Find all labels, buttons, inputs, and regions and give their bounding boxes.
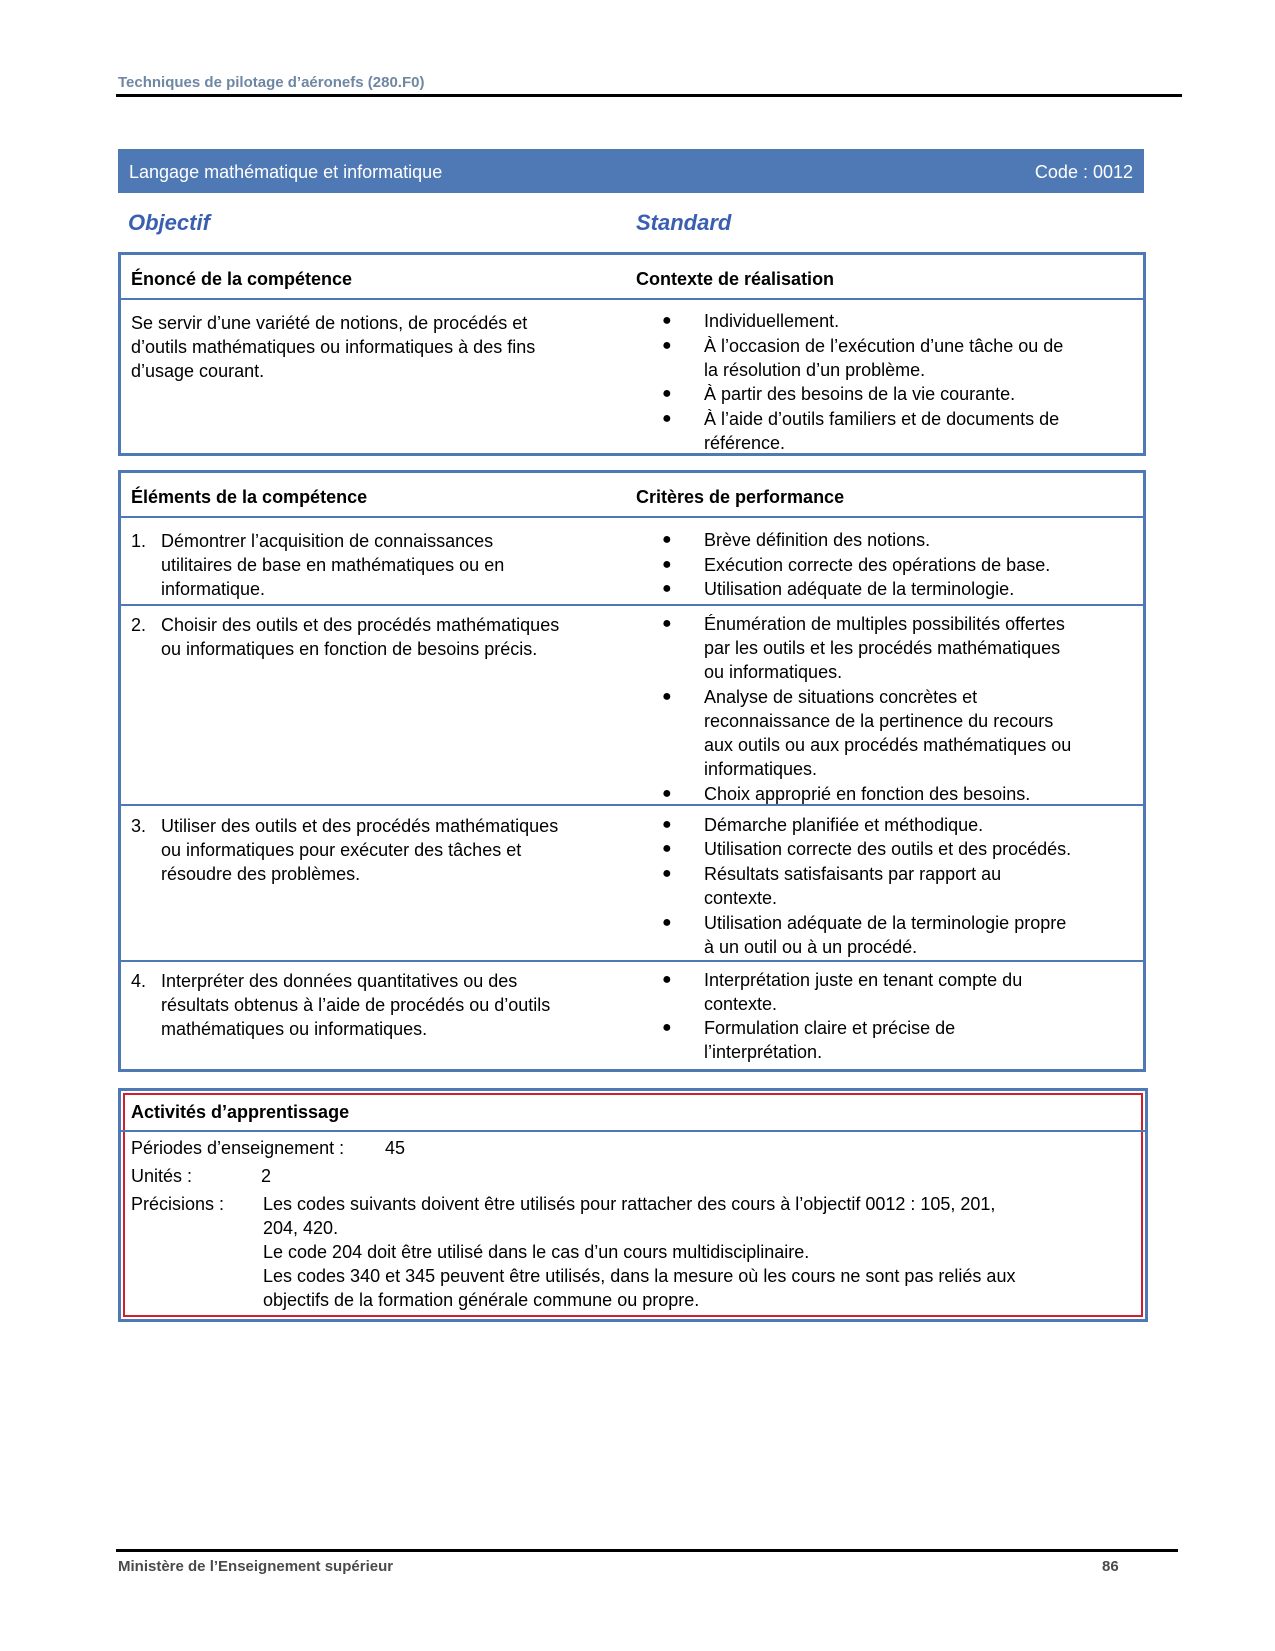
periods-value: 45 (385, 1138, 406, 1158)
criterion-item: reconnaissance de la pertinence du recours (704, 711, 1054, 731)
page-number: 86 (1102, 1558, 1119, 1575)
units-value: 2 (261, 1166, 272, 1186)
title-bar (118, 149, 1144, 193)
criterion-item: Brève définition des notions. (704, 530, 931, 550)
bullet-icon: ● (662, 971, 672, 988)
criterion-item: aux outils ou aux procédés mathématiques ou (704, 735, 1072, 755)
element-text: mathématiques ou informatiques. (161, 1019, 428, 1039)
element-text: ou informatiques pour exécuter des tâches et (161, 840, 522, 860)
element-number: 1. (131, 531, 147, 551)
elements-box (118, 470, 1146, 1072)
context-item: référence. (704, 433, 786, 453)
periods-label: Périodes d’enseignement : (131, 1138, 345, 1158)
criterion-item: informatiques. (704, 759, 818, 779)
element-number: 2. (131, 615, 147, 635)
criterion-item: contexte. (704, 888, 778, 908)
precision-line: Les codes suivants doivent être utilisés pour rattacher des cours à l’objectif 0012 : 105, 201, (263, 1194, 996, 1214)
bullet-icon: ● (662, 688, 672, 705)
bullet-icon: ● (662, 337, 672, 354)
criterion-item: l’interprétation. (704, 1042, 823, 1062)
competence-statement-heading: Énoncé de la compétence (131, 269, 353, 289)
element-text: résultats obtenus à l’aide de procédés ou d’outils (161, 995, 551, 1015)
context-item: À l’aide d’outils familiers et de documents de (704, 409, 1060, 429)
context-item: À l’occasion de l’exécution d’une tâche ou de (704, 336, 1064, 356)
precision-line: Les codes 340 et 345 peuvent être utilisés, dans la mesure où les cours ne sont pas reliés aux (263, 1266, 1016, 1286)
element-text: Démontrer l’acquisition de connaissances (161, 531, 494, 551)
bullet-icon: ● (662, 615, 672, 632)
statement-line: d’usage courant. (131, 361, 265, 381)
element-text: Choisir des outils et des procédés mathématiques (161, 615, 560, 635)
row-divider (121, 804, 1143, 806)
bullet-icon: ● (662, 580, 672, 597)
footer-ministry: Ministère de l’Enseignement supérieur (118, 1558, 394, 1575)
criterion-item: ou informatiques. (704, 662, 843, 682)
bullet-icon: ● (662, 816, 672, 833)
element-text: Utiliser des outils et des procédés mathématiques (161, 816, 559, 836)
elements-heading: Éléments de la compétence (131, 487, 368, 507)
criterion-item: Choix approprié en fonction des besoins. (704, 784, 1031, 804)
criterion-item: Exécution correcte des opérations de base. (704, 555, 1051, 575)
bullet-icon: ● (662, 785, 672, 802)
criterion-item: Utilisation adéquate de la terminologie propre (704, 913, 1067, 933)
section-divider (121, 1130, 1145, 1132)
bullet-icon: ● (662, 1019, 672, 1036)
context-item: la résolution d’un problème. (704, 360, 926, 380)
criterion-item: à un outil ou à un procédé. (704, 937, 918, 957)
bullet-icon: ● (662, 531, 672, 548)
element-text: informatique. (161, 579, 266, 599)
activities-heading: Activités d’apprentissage (131, 1102, 350, 1122)
statement-line: d’outils mathématiques ou informatiques à des fins (131, 337, 536, 357)
bullet-icon: ● (662, 840, 672, 857)
element-number: 3. (131, 816, 147, 836)
element-text: utilitaires de base en mathématiques ou en (161, 555, 505, 575)
bullet-icon: ● (662, 385, 672, 402)
competence-box (118, 252, 1146, 456)
context-heading: Contexte de réalisation (636, 269, 835, 289)
context-item: Individuellement. (704, 311, 840, 331)
statement-line: Se servir d’une variété de notions, de procédés et (131, 313, 528, 333)
element-text: résoudre des problèmes. (161, 864, 361, 884)
section-divider (121, 516, 1143, 518)
objectif-label: Objectif (128, 210, 210, 235)
precision-line: 204, 420. (263, 1218, 339, 1238)
bullet-icon: ● (662, 312, 672, 329)
bullet-icon: ● (662, 410, 672, 427)
criterion-item: Interprétation juste en tenant compte du (704, 970, 1023, 990)
course-title: Langage mathématique et informatique (129, 162, 443, 182)
precisions-label: Précisions : (131, 1194, 225, 1214)
criterion-item: Analyse de situations concrètes et (704, 687, 978, 707)
section-divider (121, 298, 1143, 300)
element-number: 4. (131, 971, 147, 991)
bullet-icon: ● (662, 865, 672, 882)
criteria-heading: Critères de performance (636, 487, 845, 507)
bullet-icon: ● (662, 556, 672, 573)
running-header: Techniques de pilotage d’aéronefs (280.F0) (118, 74, 425, 91)
criterion-item: par les outils et les procédés mathématiques (704, 638, 1061, 658)
criterion-item: Énumération de multiples possibilités offertes (704, 614, 1065, 634)
footer-rule (116, 1549, 1178, 1552)
context-item: À partir des besoins de la vie courante. (704, 384, 1016, 404)
precision-line: objectifs de la formation générale commune ou propre. (263, 1290, 700, 1310)
row-divider (121, 604, 1143, 606)
criterion-item: Résultats satisfaisants par rapport au (704, 864, 1002, 884)
criterion-item: Utilisation correcte des outils et des procédés. (704, 839, 1072, 859)
criterion-item: contexte. (704, 994, 778, 1014)
criterion-item: Utilisation adéquate de la terminologie. (704, 579, 1015, 599)
element-text: ou informatiques en fonction de besoins précis. (161, 639, 538, 659)
bullet-icon: ● (662, 914, 672, 931)
activities-box (118, 1088, 1148, 1322)
element-text: Interpréter des données quantitatives ou des (161, 971, 518, 991)
row-divider (121, 960, 1143, 962)
course-code: Code : 0012 (1034, 162, 1133, 182)
units-label: Unités : (131, 1166, 193, 1186)
criterion-item: Formulation claire et précise de (704, 1018, 956, 1038)
precision-line: Le code 204 doit être utilisé dans le cas d’un cours multidisciplinaire. (263, 1242, 810, 1262)
header-rule (116, 94, 1182, 97)
standard-label: Standard (636, 210, 732, 235)
criterion-item: Démarche planifiée et méthodique. (704, 815, 984, 835)
